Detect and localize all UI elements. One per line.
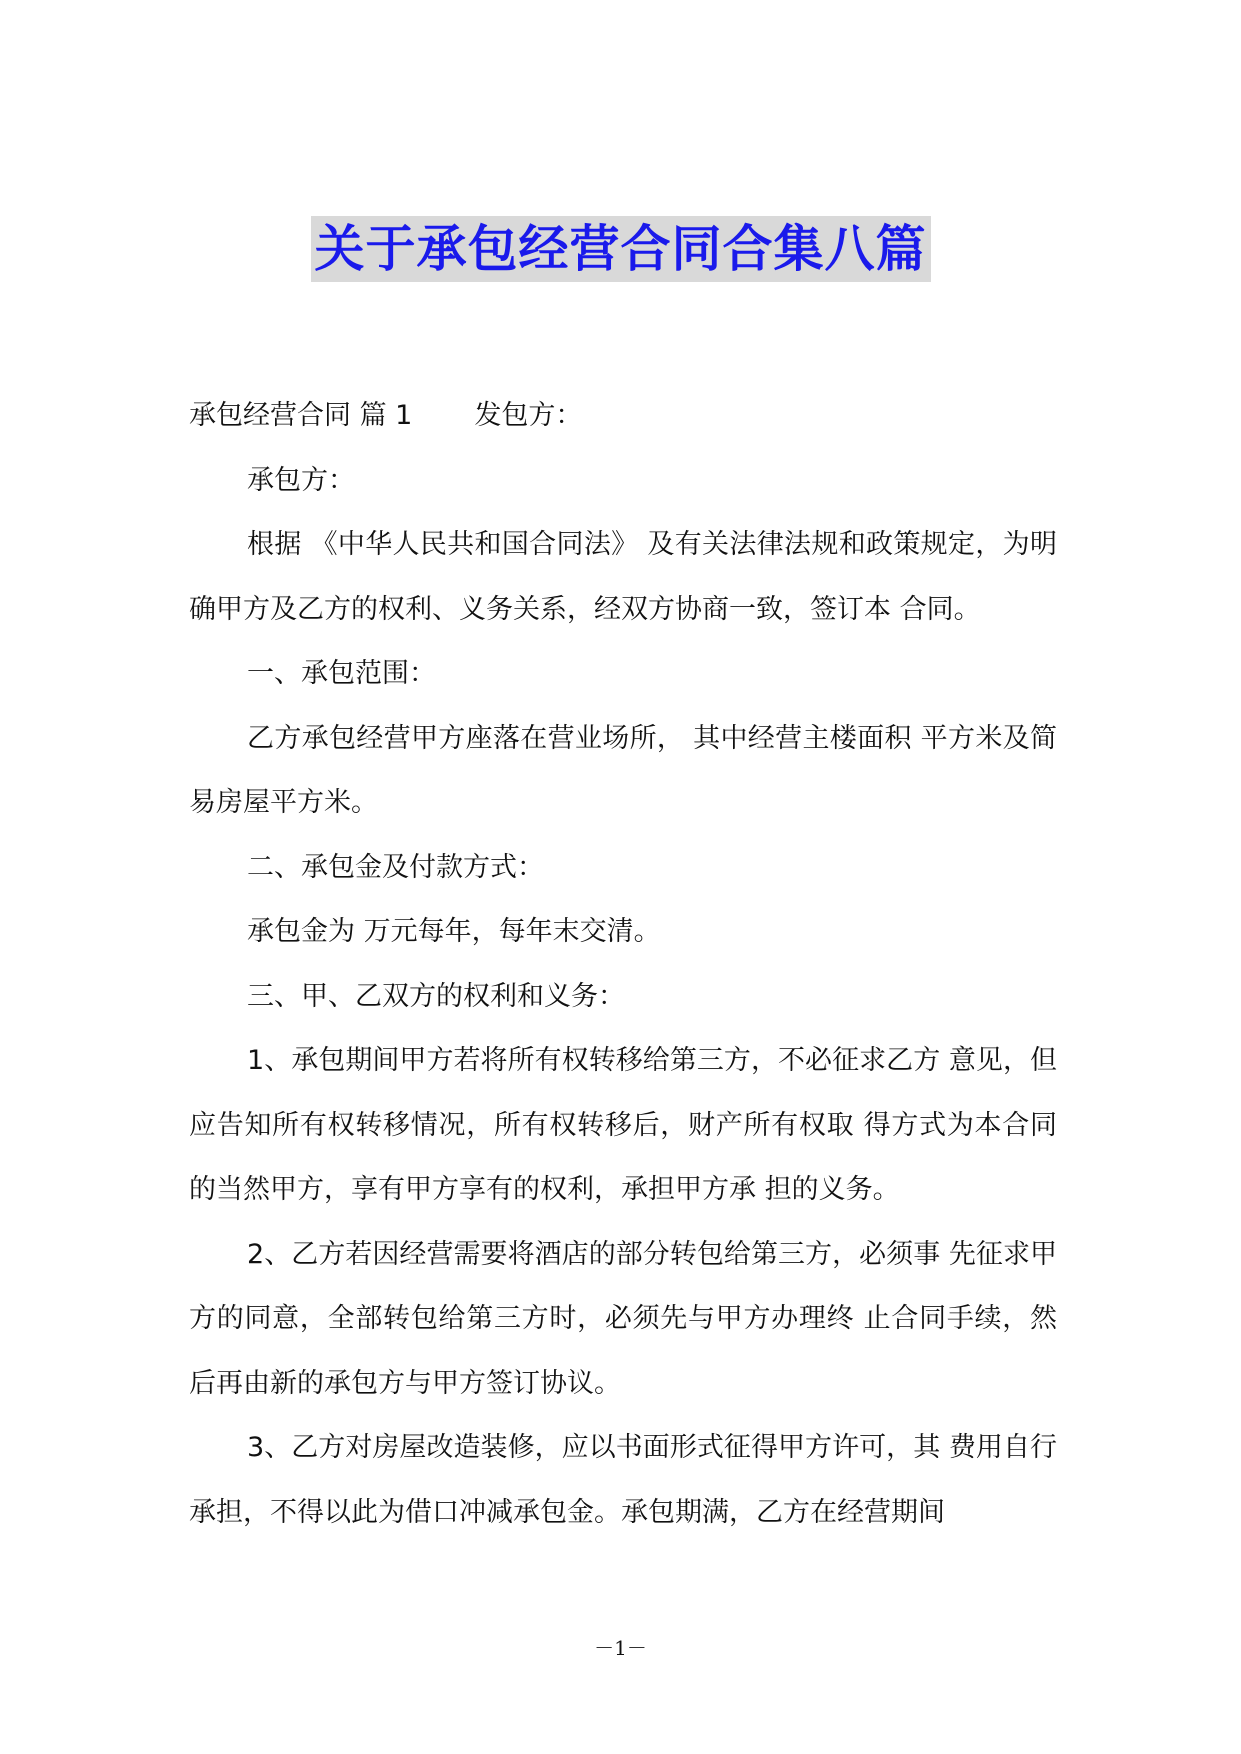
section-heading: 三、甲、乙双方的权利和义务：	[247, 980, 625, 1012]
paragraph: 1、承包期间甲方若将所有权转移给第三方，不必征求乙方 意见，但应告知所有权转移情况，所有权转移后，财产所有权取 得方式为本合同的当然甲方，享有甲方享有的权利，承担甲方承 担的义务。	[189, 1045, 1057, 1205]
page-number: －1－	[594, 1636, 647, 1660]
section-heading: 一、承包范围：	[247, 658, 436, 689]
contract-heading-line	[189, 384, 1057, 449]
paragraph: 3、乙方对房屋改造装修，应以书面形式征得甲方许可，其 费用自行承担，不得以此为借口冲减承包金。承包期满，乙方在经营期间	[189, 1432, 1057, 1528]
section-heading: 二、承包金及付款方式：	[247, 851, 544, 883]
paragraph: 乙方承包经营甲方座落在营业场所， 其中经营主楼面积 平方米及简易房屋平方米。	[189, 722, 1057, 818]
contract-heading: 承包经营合同 篇 1	[189, 400, 413, 431]
paragraph: 承包方：	[247, 464, 355, 496]
paragraph: 根据 《中华人民共和国合同法》 及有关法律法规和政策规定，为明确甲方及乙方的权利、义务关系，经双方协商一致，签订本 合同。	[189, 529, 1057, 625]
paragraph: 2、乙方若因经营需要将酒店的部分转包给第三方，必须事 先征求甲方的同意，全部转包给第三方时，必须先与甲方办理终 止合同手续，然后再由新的承包方与甲方签订协议。	[189, 1238, 1057, 1399]
document-body	[189, 384, 1057, 1545]
title-area	[0, 216, 1241, 282]
paragraph: 承包金为 万元每年，每年末交清。	[247, 916, 661, 947]
party-a-label: 发包方：	[474, 400, 583, 431]
document-title: 关于承包经营合同合集八篇	[311, 216, 931, 282]
